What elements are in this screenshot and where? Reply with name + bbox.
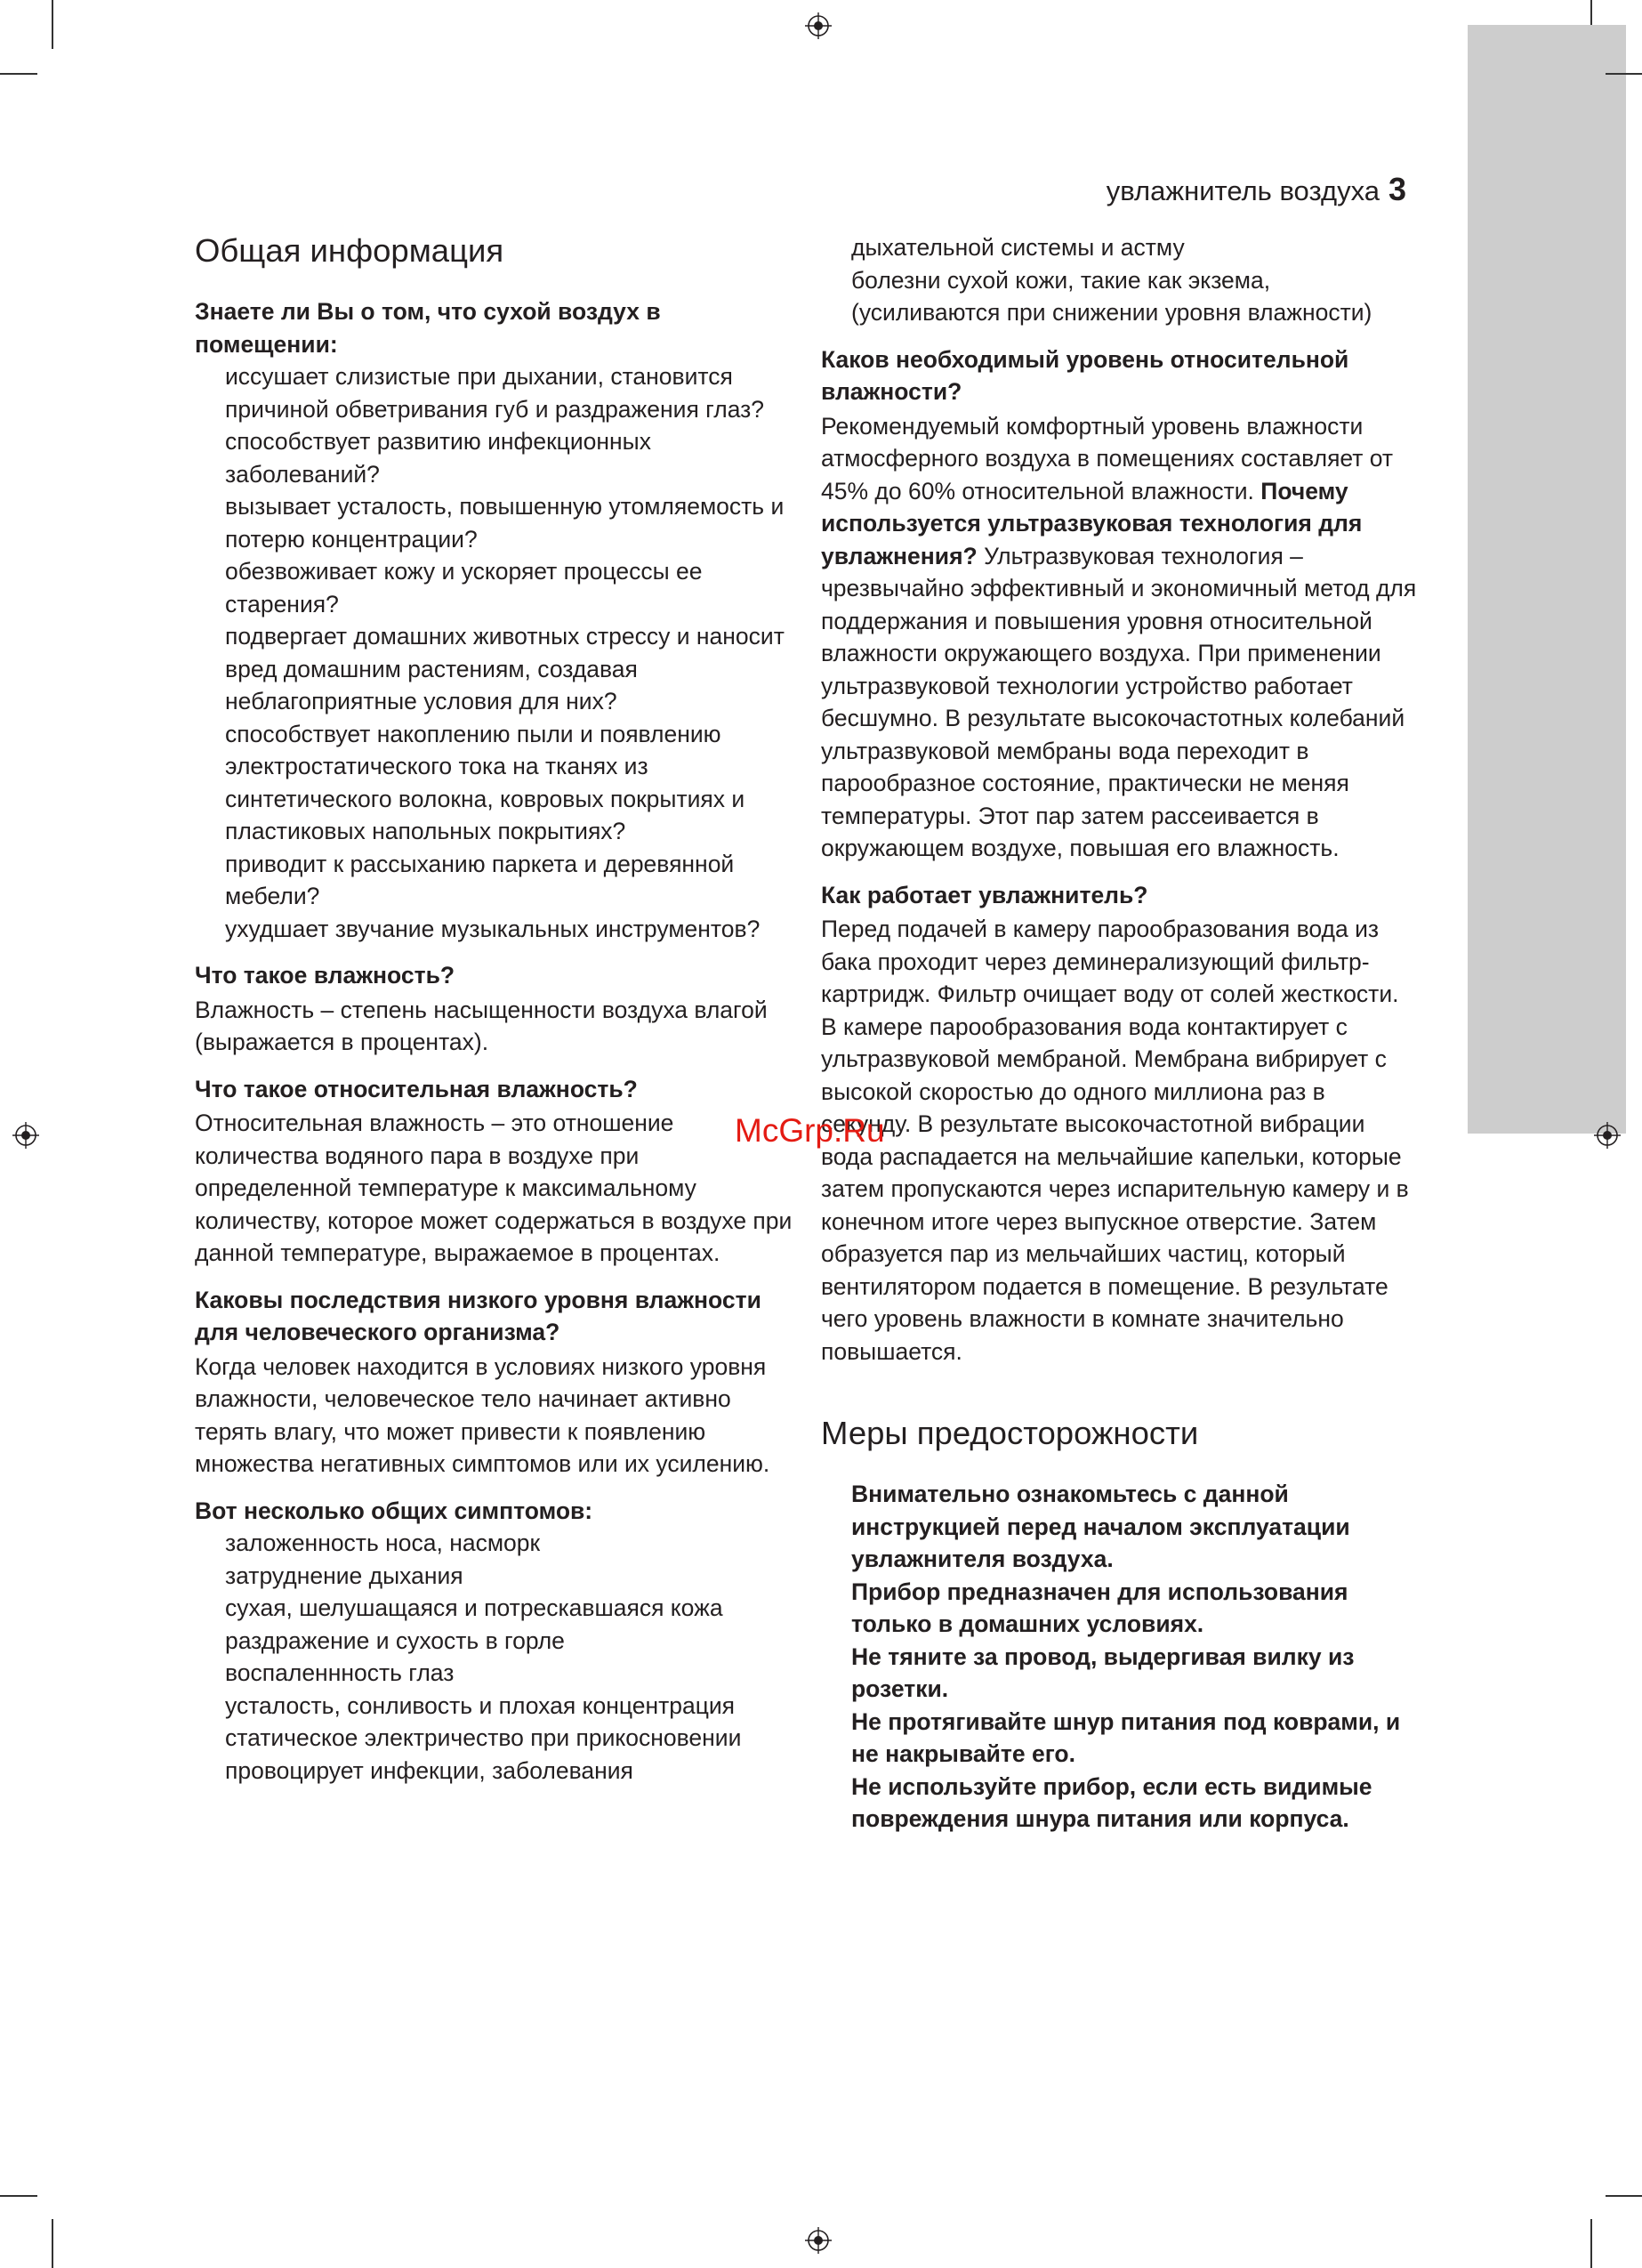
registration-mark-icon bbox=[805, 2227, 832, 2254]
question-how-it-works: Как работает увлажнитель? bbox=[821, 881, 1148, 908]
list-item: заложенность носа, насморк bbox=[225, 1529, 541, 1556]
answer-relative-humidity: Относительная влажность – это отношение количества водяного пара в воздухе при определенной температуре к максимальному количеству, которое может содержаться в воздухе при данной температуре, выражаемое в процентах. bbox=[195, 1110, 793, 1266]
crop-mark bbox=[1606, 2195, 1642, 2197]
question-relative-humidity: Что такое относительная влажность? bbox=[195, 1075, 638, 1102]
precautions-list bbox=[821, 1478, 1417, 1836]
list-item: подвергает домашних животных стрессу и наносит вред домашним растениям, создавая неблагоприятные условия для них? bbox=[225, 623, 785, 714]
list-item: вызывает усталость, повышенную утомляемость и потерю концентрации? bbox=[225, 493, 785, 553]
right-column bbox=[821, 231, 1417, 1836]
crop-mark bbox=[52, 0, 53, 49]
list-item: Не протягивайте шнур питания под коврами, и не накрывайте его. bbox=[851, 1707, 1401, 1767]
dry-air-effects-list bbox=[195, 360, 800, 945]
section-title-precautions: Меры предосторожности bbox=[821, 1415, 1199, 1451]
header-title: увлажнитель воздуха bbox=[1106, 175, 1380, 206]
list-item: болезни сухой кожи, такие как экзема, (усиливаются при снижении уровня влажности) bbox=[851, 266, 1372, 326]
list-item: Не используйте прибор, если есть видимые повреждения шнура питания или корпуса. bbox=[851, 1772, 1372, 1832]
registration-mark-icon bbox=[12, 1122, 39, 1149]
answer-low-humidity-effects: Когда человек находится в условиях низкого уровня влажности, человеческое тело начинает активно терять влагу, что может привести к появлению множества негативных симптомов или их усилению. bbox=[195, 1352, 770, 1477]
list-item: Не тяните за провод, выдергивая вилку из розетки. bbox=[851, 1642, 1355, 1702]
list-item: Внимательно ознакомьтесь с данной инструкцией перед началом эксплуатации увлажнителя воздуха. bbox=[851, 1481, 1350, 1572]
answer-required-humidity-text: Рекомендуемый комфортный уровень влажности атмосферного воздуха в помещениях составляет от 45% до 60% относительной влажности. bbox=[821, 412, 1394, 504]
list-item: провоцирует инфекции, заболевания bbox=[225, 1756, 633, 1784]
crop-mark bbox=[1590, 2219, 1592, 2268]
symptoms-list bbox=[195, 1527, 800, 1787]
answer-required-humidity bbox=[821, 410, 1417, 865]
section-title-general: Общая информация bbox=[195, 232, 504, 269]
answer-humidity: Влажность – степень насыщенности воздуха влагой (выражается в процентах). bbox=[195, 996, 768, 1055]
question-ultrasonic: Почему используется ультразвуковая технология для увлажнения? bbox=[821, 477, 1363, 569]
list-item: Прибор предназначен для использования только в домашних условиях. bbox=[851, 1578, 1348, 1637]
section-spacer bbox=[821, 1368, 1417, 1412]
list-item: ухудшает звучание музыкальных инструментов? bbox=[225, 915, 761, 942]
question-dry-air: Знаете ли Вы о том, что сухой воздух в помещении: bbox=[195, 298, 661, 358]
list-item: воспаленнность глаз bbox=[225, 1659, 455, 1686]
question-required-humidity: Каков необходимый уровень относительной влажности? bbox=[821, 345, 1349, 405]
question-humidity: Что такое влажность? bbox=[195, 962, 455, 989]
answer-ultrasonic: Ультразвуковая технология – чрезвычайно эффективный и экономичный метод для поддержания и повышения уровня относительной влажности окружающего воздуха. При применении ультразвуковой технологии устройство работает бесшумно. В результате высокочастотных колебаний ультразвуковой мембраны вода переходит в парообразное состояние, практически не меняя температуры. Этот пар затем рассеивается в окружающем воздухе, повышая его влажность. bbox=[821, 542, 1417, 861]
crop-mark bbox=[1590, 0, 1592, 25]
answer-how-it-works: Перед подачей в камеру парообразования вода из бака проходит через деминерализующий фильтр-картридж. Фильтр очищает воду от солей жесткости. В камере парообразования вода контактирует с ультразвуковой мембраной. Мембрана вибрирует с высокой скоростью до одного миллиона раз в секунду. В результате высокочастотной вибрации вода распадается на мельчайшие капельки, которые затем пропускаются через испарительную камеру и в конечном итоге через выпускное отверстие. Затем образуется пар из мельчайших частиц, который вентилятором подается в помещение. В результате чего уровень влажности в комнате значительно повышается. bbox=[821, 916, 1409, 1365]
running-header bbox=[1107, 171, 1406, 208]
list-item: иссушает слизистые при дыхании, становится причиной обветривания губ и раздражения глаз? bbox=[225, 363, 765, 423]
page-number: 3 bbox=[1388, 171, 1406, 207]
symptoms-list-continued bbox=[821, 231, 1417, 329]
gray-side-tab bbox=[1468, 25, 1626, 1134]
watermark: McGrp.Ru bbox=[735, 1112, 885, 1149]
list-item: усталость, сонливость и плохая концентрация bbox=[225, 1691, 736, 1719]
left-column bbox=[195, 230, 800, 1787]
registration-mark-icon bbox=[805, 12, 832, 39]
list-item: затруднение дыхания bbox=[225, 1562, 463, 1589]
list-item: способствует накоплению пыли и появлению электростатического тока на тканях из синтетического волокна, ковровых покрытиях и пластиковых напольных покрытиях? bbox=[225, 720, 745, 844]
crop-mark bbox=[0, 73, 37, 75]
list-item: обезвоживает кожу и ускоряет процессы ее старения? bbox=[225, 558, 703, 617]
list-item: дыхательной системы и астму bbox=[851, 234, 1185, 261]
list-item: способствует развитию инфекционных заболеваний? bbox=[225, 428, 651, 488]
list-item: статическое электричество при прикосновении bbox=[225, 1724, 742, 1751]
question-low-humidity-effects: Каковы последствия низкого уровня влажности для человеческого организма? bbox=[195, 1286, 761, 1345]
list-item: приводит к рассыханию паркета и деревянной мебели? bbox=[225, 850, 735, 909]
crop-mark bbox=[0, 2195, 37, 2197]
question-symptoms: Вот несколько общих симптомов: bbox=[195, 1497, 593, 1524]
crop-mark bbox=[1606, 73, 1642, 75]
list-item: сухая, шелушащаяся и потрескавшаяся кожа bbox=[225, 1594, 723, 1621]
crop-mark bbox=[52, 2219, 53, 2268]
registration-mark-icon bbox=[1594, 1122, 1621, 1149]
list-item: раздражение и сухость в горле bbox=[225, 1626, 565, 1654]
